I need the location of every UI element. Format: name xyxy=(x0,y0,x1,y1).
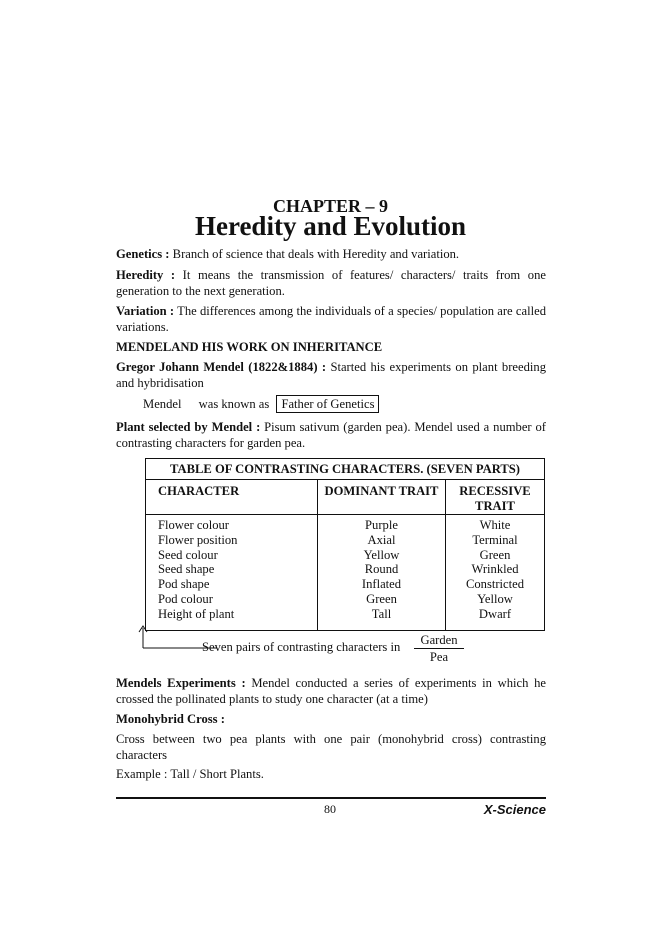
list-item: Axial xyxy=(367,532,396,547)
fraction-denominator: Pea xyxy=(429,650,449,664)
father-of-genetics-box: Father of Genetics xyxy=(276,395,379,413)
example-text: Example : Tall / Short Plants. xyxy=(116,767,264,781)
plant-term: Plant selected by Mendel : xyxy=(116,420,261,434)
chapter-label: CHAPTER – 9 xyxy=(272,196,388,216)
list-item: Dwarf xyxy=(478,606,512,621)
genetics-term: Genetics : xyxy=(116,247,170,261)
list-item: Tall xyxy=(371,606,392,621)
list-item: Yellow xyxy=(477,591,513,606)
contrasting-characters-table xyxy=(145,458,545,631)
list-item: Green xyxy=(366,591,397,606)
header-dominant: DOMINANT TRAIT xyxy=(318,480,446,515)
characters-cell xyxy=(146,515,318,631)
list-item: Flower position xyxy=(158,532,238,547)
variation-term: Variation : xyxy=(116,304,175,318)
list-item: Height of plant xyxy=(158,606,235,621)
list-item: Pod colour xyxy=(158,591,213,606)
heredity-definition xyxy=(116,267,546,299)
variation-text: The differences among the individuals of a species/ population are called variations. xyxy=(116,304,546,334)
list-item: Pod shape xyxy=(158,577,210,592)
recessive-cell xyxy=(446,515,545,631)
experiments-text: Mendel conducted a series of experiments in which he crossed the pollinated plants to study one character (at a time) xyxy=(116,676,546,706)
list-item: Seed shape xyxy=(158,562,215,577)
variation-definition xyxy=(116,303,546,335)
footer-brand: X-Science xyxy=(483,802,546,817)
dominant-cell xyxy=(318,515,446,631)
known-as-phrase: was known as xyxy=(198,397,270,411)
plant-selected xyxy=(116,419,546,451)
gregor-text: Started his experiments on plant breeding and hybridisation xyxy=(116,360,546,390)
list-item: Wrinkled xyxy=(471,562,519,577)
experiments-term: Mendels Experiments : xyxy=(116,676,246,690)
mendel-experiments xyxy=(116,675,546,707)
garden-pea-fraction xyxy=(414,633,464,664)
mendel-known-line xyxy=(143,395,379,413)
monohybrid-text: Cross between two pea plants with one pair (monohybrid cross) contrasting characters xyxy=(116,732,546,762)
list-item: Round xyxy=(364,562,399,577)
heredity-term: Heredity : xyxy=(116,268,176,282)
table-caption: TABLE OF CONTRASTING CHARACTERS. (SEVEN PARTS) xyxy=(146,459,545,480)
genetics-definition xyxy=(116,246,546,262)
list-item: Flower colour xyxy=(158,518,229,532)
fraction-numerator: Garden xyxy=(414,633,464,649)
gregor-definition xyxy=(116,359,546,391)
list-item: Terminal xyxy=(472,532,518,547)
list-item: White xyxy=(479,518,511,532)
pairs-note: Seven pairs of contrasting characters in xyxy=(202,640,401,654)
mendel-name: Mendel xyxy=(143,397,182,411)
list-item: Yellow xyxy=(363,547,400,562)
mendel-heading: MENDELAND HIS WORK ON INHERITANCE xyxy=(116,340,383,354)
footer-divider xyxy=(116,797,546,799)
page-title: Heredity and Evolution xyxy=(194,211,467,241)
header-character: CHARACTER xyxy=(146,480,318,515)
heredity-text: It means the transmission of features/ characters/ traits from one generation to the next generation. xyxy=(116,268,546,298)
monohybrid-heading: Monohybrid Cross : xyxy=(116,712,225,726)
genetics-text: Branch of science that deals with Heredity and variation. xyxy=(169,247,460,261)
gregor-term: Gregor Johann Mendel (1822&1884) : xyxy=(116,360,327,374)
header-recessive: RECESSIVE TRAIT xyxy=(446,480,545,515)
plant-text: Pisum sativum (garden pea). Mendel used a number of contrasting characters for garden pea. xyxy=(116,420,546,450)
list-item: Purple xyxy=(365,518,398,532)
list-item: Constricted xyxy=(465,577,525,592)
list-item: Inflated xyxy=(361,577,402,592)
page-number: 80 xyxy=(324,802,336,816)
list-item: Green xyxy=(479,547,511,562)
list-item: Seed colour xyxy=(158,547,218,562)
